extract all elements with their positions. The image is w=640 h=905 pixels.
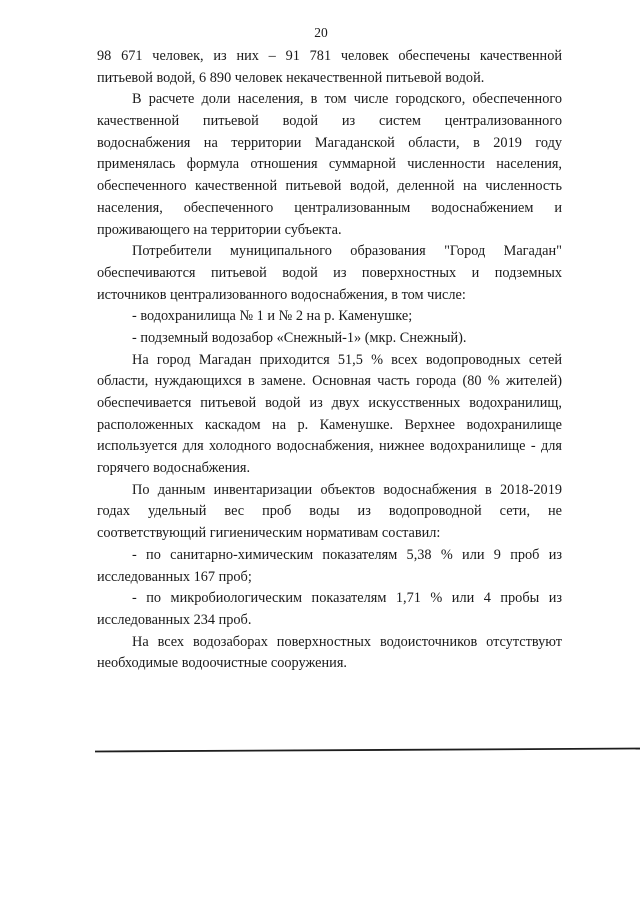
paragraph [97,632,562,675]
text-line: необходимые водоочистные сооружения. [97,655,347,672]
list-item [97,328,562,350]
paragraph [97,480,562,545]
text-line: обеспечивается питьевой водой из двух искусственных водохранилищ, [97,395,562,411]
text-line: 98 671 человек, из них – 91 781 человек обеспечены качественной [97,48,562,64]
text-line: расположенных каскадом на р. Каменушке. Верхнее водохранилище [97,416,562,433]
text-line: - по микробиологическим показателям 1,71 % или 4 пробы из [132,590,562,607]
text-line: Потребители муниципального образования "Город Магадан" [132,243,562,260]
paragraph [97,350,562,480]
page-number: 20 [314,25,328,40]
text-line: На всех водозаборах поверхностных водоисточников отсутствуют [132,633,562,650]
text-line: По данным инвентаризации объектов водоснабжения в 2018-2019 [132,481,562,498]
paragraph [97,46,562,89]
text-line: используется для холодного водоснабжения, нижнее водохранилище - для [97,438,562,455]
list-item [97,588,562,631]
text-line: обеспечиваются питьевой водой из поверхностных и подземных [97,264,562,281]
paragraph [97,89,562,241]
text-line: источников централизованного водоснабжения, в том числе: [97,286,466,303]
list-item [97,306,562,328]
text-line: В расчете доли населения, в том числе городского, обеспеченного [132,91,562,108]
text-line: населения, обеспеченного централизованным водоснабжением и [97,199,562,216]
text-line: водоснабжения на территории Магаданской области, в 2019 году [97,134,562,151]
text-line: области, нуждающихся в замене. Основная часть города (80 % жителей) [97,373,562,390]
text-line: обеспеченного качественной питьевой водой, деленной на численность [97,178,562,195]
text-line: проживающего на территории субъекта. [97,221,342,238]
text-line: На город Магадан приходится 51,5 % всех водопроводных сетей [132,351,562,368]
list-item [97,545,562,588]
text-line: питьевой водой, 6 890 человек некачественной питьевой водой. [97,69,485,86]
paragraph [97,241,562,306]
text-line: соответствующий гигиеническим нормативам составил: [97,525,441,542]
text-line: - подземный водозабор «Снежный-1» (мкр. Снежный). [132,329,467,346]
footer-rule [0,740,640,760]
text-line: исследованных 234 проб. [97,611,252,628]
text-line: горячего водоснабжения. [97,460,251,477]
text-line: качественной питьевой водой из систем централизованного [97,113,562,130]
document-body [97,46,562,675]
text-line: - по санитарно-химическим показателям 5,38 % или 9 проб из [132,546,562,563]
text-line: исследованных 167 проб; [97,568,252,585]
text-line: применялась формула отношения суммарной численности населения, [97,156,562,173]
text-line: - водохранилища № 1 и № 2 на р. Каменушке; [132,308,413,325]
text-line: годах удельный вес проб воды из водопроводной сети, не [97,503,562,520]
footer-rule-line [95,749,640,752]
